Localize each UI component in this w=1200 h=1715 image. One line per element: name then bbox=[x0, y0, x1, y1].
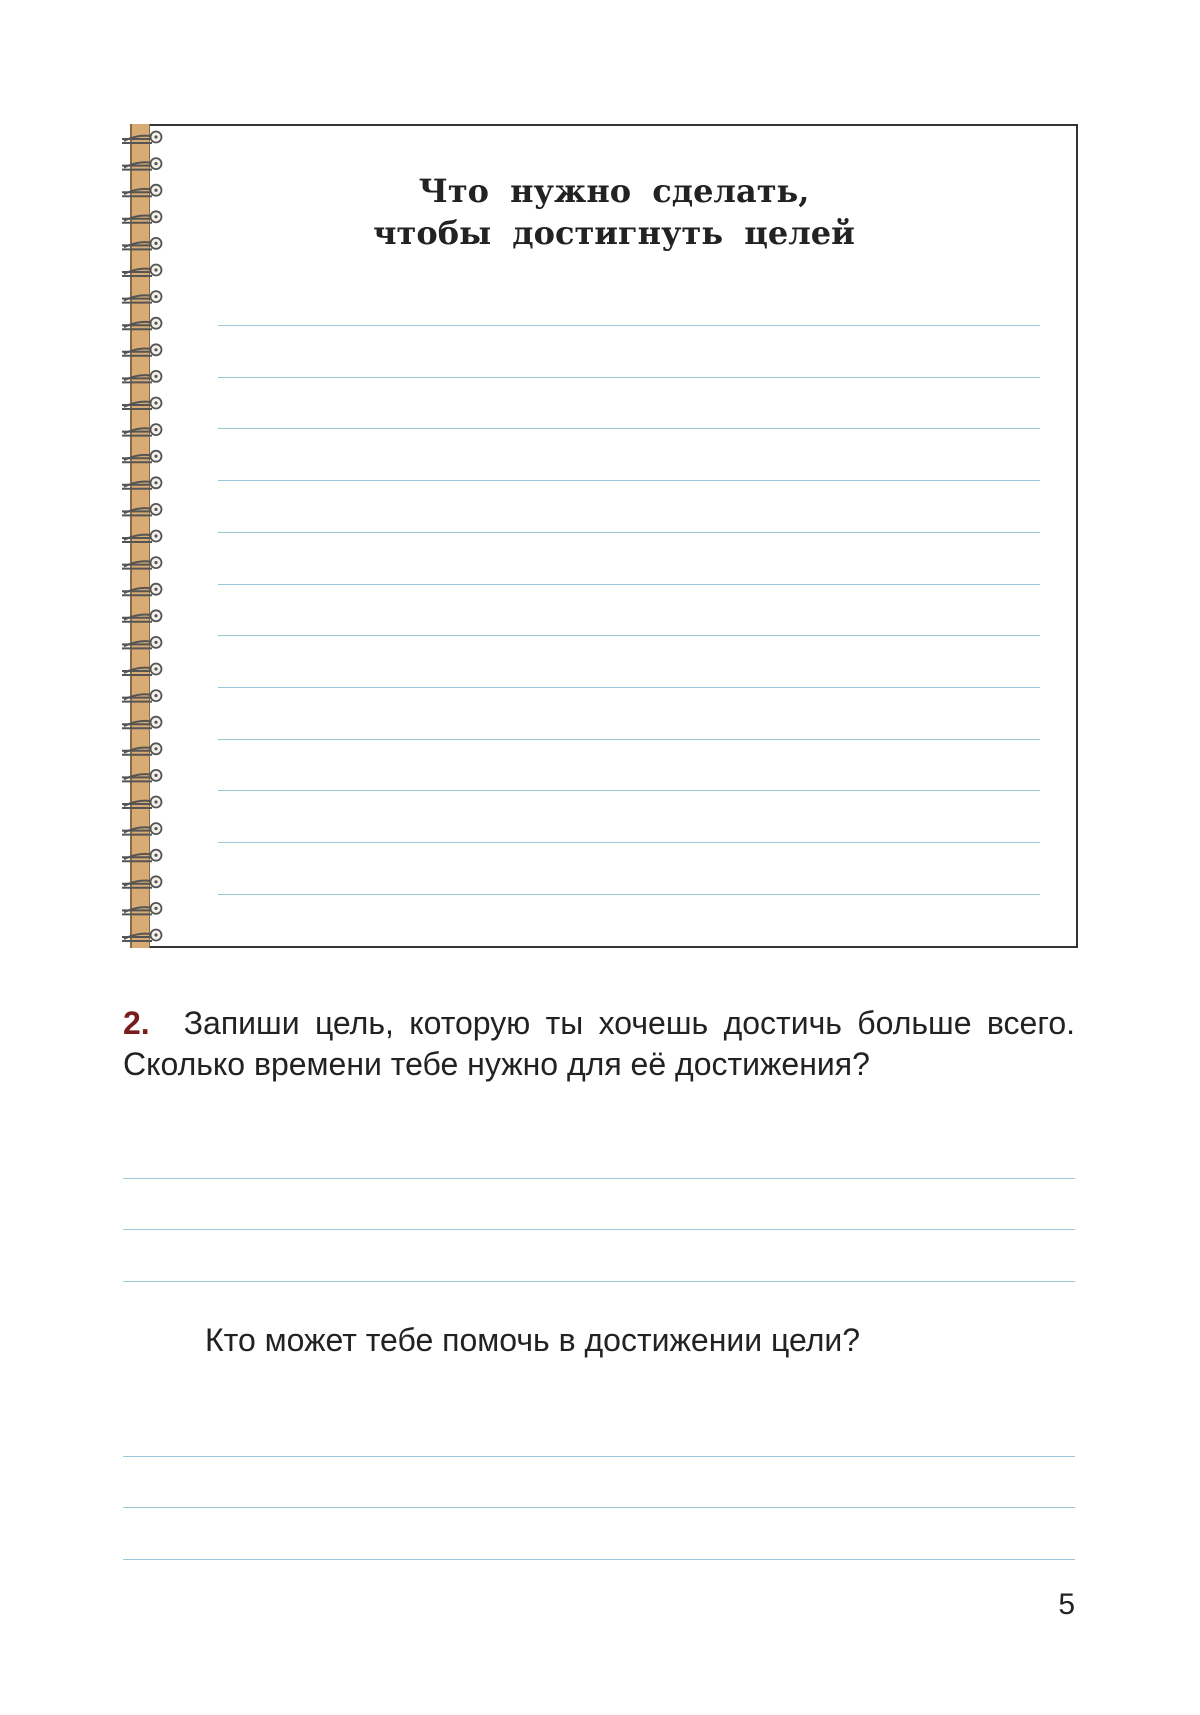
answer-line[interactable] bbox=[123, 1507, 1075, 1508]
task-number: 2. bbox=[123, 1005, 150, 1041]
notebook-title-line-2: чтобы достигнуть целей bbox=[373, 214, 855, 252]
writing-line[interactable] bbox=[218, 687, 1040, 688]
page-number: 5 bbox=[1058, 1588, 1075, 1621]
notebook-title-line-1: Что нужно сделать, bbox=[418, 172, 810, 210]
task-2-text: Запиши цель, которую ты хочешь достичь больше всего. Сколько времени тебе нужно для её достижения? bbox=[123, 1005, 1075, 1082]
writing-line[interactable] bbox=[218, 428, 1040, 429]
writing-line[interactable] bbox=[218, 894, 1040, 895]
writing-line[interactable] bbox=[218, 584, 1040, 585]
answer-line[interactable] bbox=[123, 1456, 1075, 1457]
answer-line[interactable] bbox=[123, 1281, 1075, 1282]
question-helper-prompt: Кто может тебе помочь в достижении цели? bbox=[205, 1322, 861, 1358]
answer-line[interactable] bbox=[123, 1178, 1075, 1179]
writing-line[interactable] bbox=[218, 635, 1040, 636]
writing-line[interactable] bbox=[218, 790, 1040, 791]
answer-line[interactable] bbox=[123, 1229, 1075, 1230]
writing-line[interactable] bbox=[218, 532, 1040, 533]
writing-line[interactable] bbox=[218, 480, 1040, 481]
writing-line[interactable] bbox=[218, 739, 1040, 740]
answer-line[interactable] bbox=[123, 1559, 1075, 1560]
notebook-title bbox=[150, 170, 1078, 254]
writing-line[interactable] bbox=[218, 842, 1040, 843]
task-2-prompt bbox=[123, 1003, 1075, 1085]
writing-line[interactable] bbox=[218, 325, 1040, 326]
writing-line[interactable] bbox=[218, 377, 1040, 378]
